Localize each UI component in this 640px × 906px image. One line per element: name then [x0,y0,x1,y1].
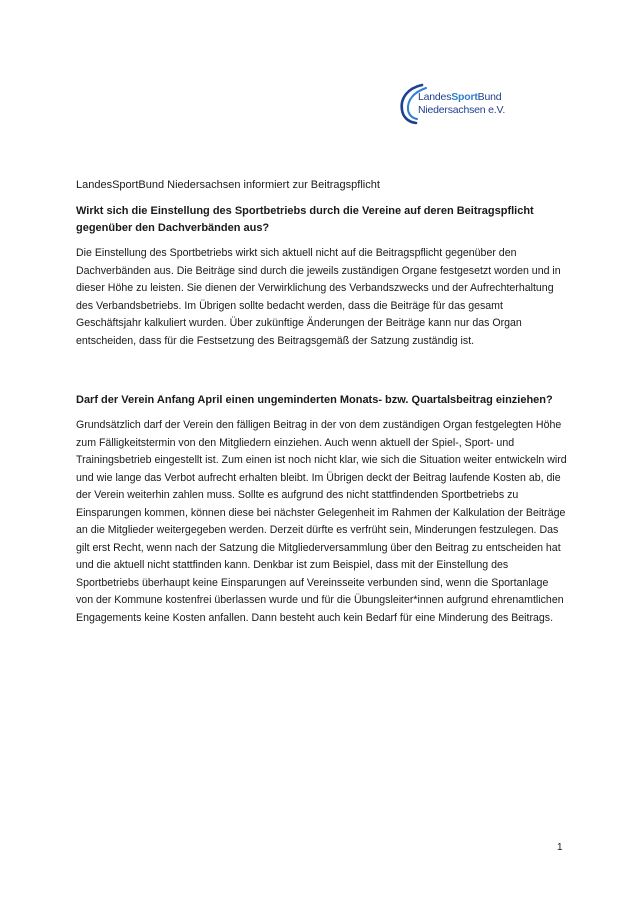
logo-text-bund: Bund [477,91,502,103]
lsb-logo [398,82,528,126]
logo-text-line2: Niedersachsen e.V. [418,104,506,116]
logo-text-landes: Landes [418,91,452,103]
question-1: Wirkt sich die Einstellung des Sportbetriebs durch die Vereine auf deren Beitragspflicht gegenüber den Dachverbänden aus? [76,205,534,234]
question-2: Darf der Verein Anfang April einen ungeminderten Monats- bzw. Quartalsbeitrag einziehen? [76,394,553,406]
logo-text-line1 [418,91,501,103]
intro-line: LandesSportBund Niedersachsen informiert zur Beitragspflicht [76,179,380,191]
answer-2: Grundsätzlich darf der Verein den fälligen Beitrag in der von dem zuständigen Organ festgelegten Höhe zum Fälligkeitstermin von den Mitgliedern einziehen. Auch wenn aktuell der Spiel-, Sport- und Trainingsbetrieb eingestellt ist. Zum einen ist noch nicht klar, wie sich die Situation weiter entwickeln wird und wie lange das Verbot aufrecht erhalten bleibt. Im Übrigen deckt der Beitrag laufende Kosten ab, die der Verein weiterhin zahlen muss. Sollte es aufgrund des nicht stattfindenden Sportbetriebs zu Einsparungen kommen, können diese bei nächster Gelegenheit im Rahmen der Kalkulation der Beiträge an die Mitglieder weitergegeben werden. Derzeit dürfte es verfrüht sein, Minderungen festzulegen. Das gilt erst Recht, wenn nach der Satzung die Mitgliederversammlung über den Beitrag zu entscheiden hat und die aktuell nicht stattfinden kann. Denkbar ist zum Beispiel, dass mit der Einstellung des Sportbetriebs überhaupt keine Einsparungen auf Vereinsseite verbunden sind, wenn die Sportanlage von der Kommune kostenfrei überlassen wurde und für die Übungsleiter*innen aufgrund ehrenamtlichen Engagements keine Kosten anfallen. Dann besteht auch kein Bedarf für eine Minderung des Beitrags. [76,419,567,624]
answer-1: Die Einstellung des Sportbetriebs wirkt sich aktuell nicht auf die Beitragspflicht gegenüber den Dachverbänden aus. Die Beiträge sind durch die jeweils zuständigen Organe festgesetzt worden und in dieser Höhe zu leisten. Sie dienen der Verwirklichung des Verbandszwecks und der Aufrechterhaltung des Verbandsbetriebs. Im Übrigen sollte bedacht werden, dass die Beiträge für das gesamt Geschäftsjahr kalkuliert wurden. Über zukünftige Änderungen der Beiträge kann nur das Organ entscheiden, dass für die Festsetzung des Beitragsgemäß der Satzung zuständig ist. [76,247,561,347]
page-number: 1 [557,842,563,853]
logo-text-sport: Sport [451,91,478,103]
document-body [76,178,568,627]
